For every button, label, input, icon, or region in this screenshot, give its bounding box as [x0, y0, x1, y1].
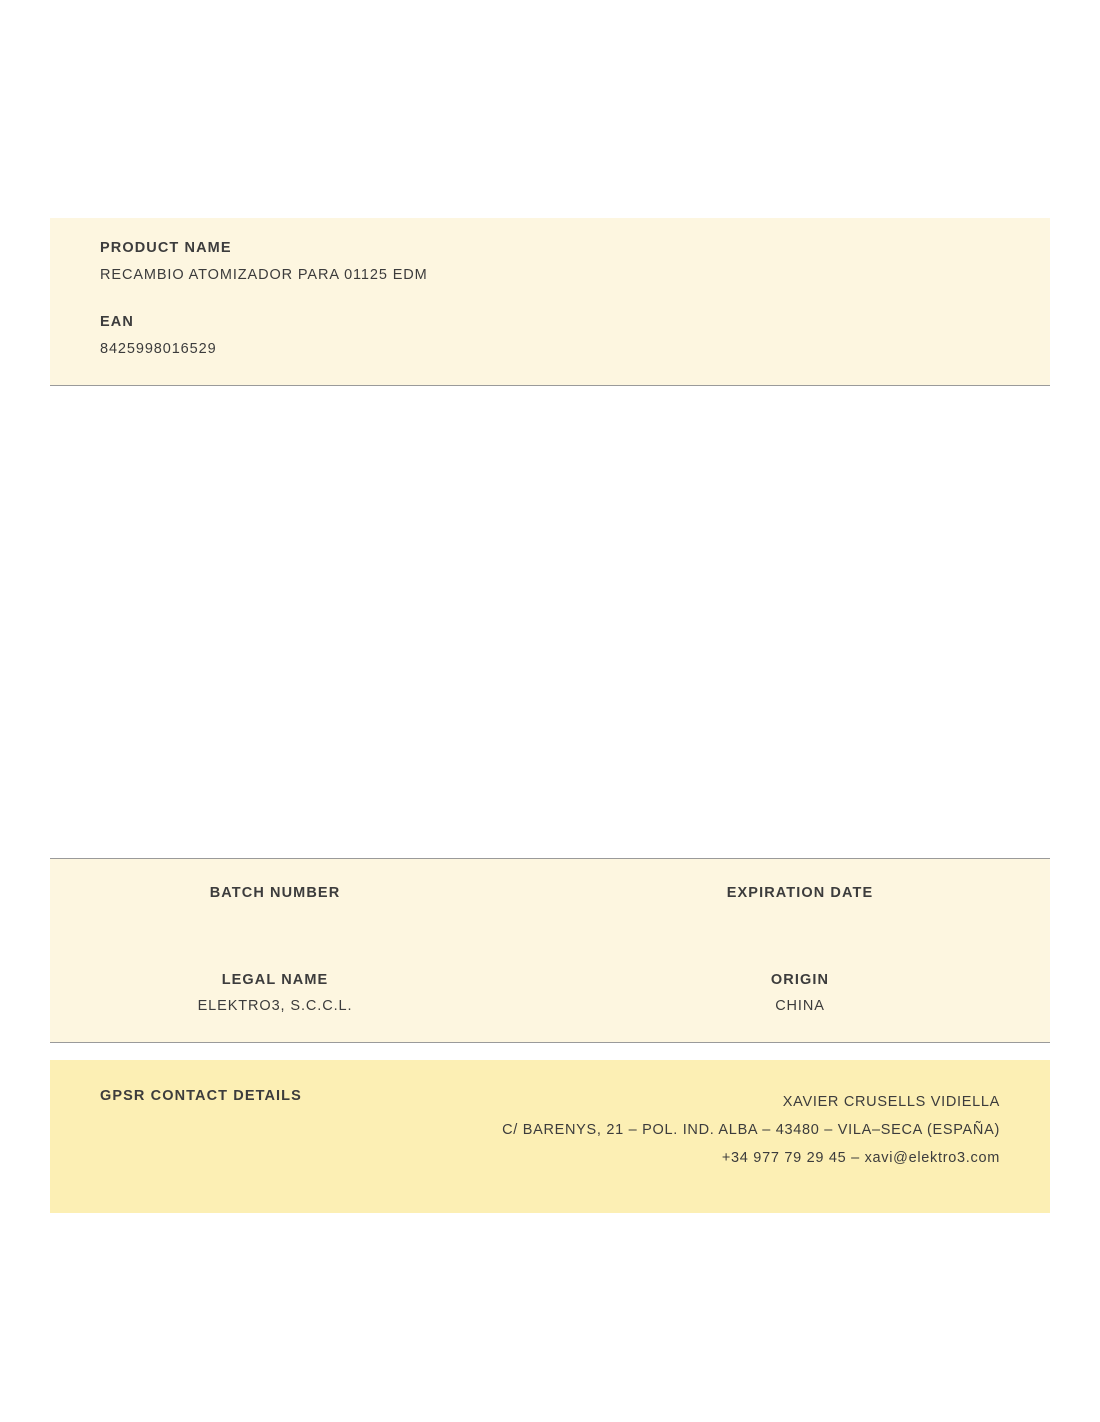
gpsr-contact-name: XAVIER CRUSELLS VIDIELLA: [782, 1094, 1000, 1110]
product-name-field: [100, 240, 1000, 283]
origin-field: [550, 972, 1050, 1014]
ean-label: EAN: [100, 314, 134, 330]
product-details-panel: [50, 858, 1050, 1043]
expiration-date-label: EXPIRATION DATE: [726, 885, 874, 901]
ean-value: 8425998016529: [100, 341, 217, 357]
gpsr-contact-phone-email: +34 977 79 29 45 – xavi@elektro3.com: [721, 1150, 1000, 1166]
legal-name-label: LEGAL NAME: [221, 972, 329, 988]
batch-expiration-row: [50, 885, 1050, 911]
batch-number-label: BATCH NUMBER: [209, 885, 341, 901]
product-name-label: PRODUCT NAME: [100, 240, 232, 256]
product-summary-panel: [50, 218, 1050, 386]
origin-label: ORIGIN: [770, 972, 830, 988]
expiration-date-field: [550, 885, 1050, 911]
legal-origin-row: [50, 972, 1050, 1014]
gpsr-contact-panel: [50, 1060, 1050, 1213]
batch-number-field: [50, 885, 550, 911]
gpsr-contact-title: GPSR CONTACT DETAILS: [100, 1088, 302, 1104]
legal-name-value: ELEKTRO3, S.C.C.L.: [197, 998, 353, 1014]
product-name-value: RECAMBIO ATOMIZADOR PARA 01125 EDM: [100, 267, 428, 283]
ean-field: [100, 314, 1000, 357]
gpsr-contact-lines: [302, 1088, 1000, 1172]
gpsr-contact-address: C/ BARENYS, 21 – POL. IND. ALBA – 43480 – VILA–SECA (ESPAÑA): [502, 1122, 1000, 1138]
origin-value: CHINA: [775, 998, 825, 1014]
legal-name-field: [50, 972, 550, 1014]
